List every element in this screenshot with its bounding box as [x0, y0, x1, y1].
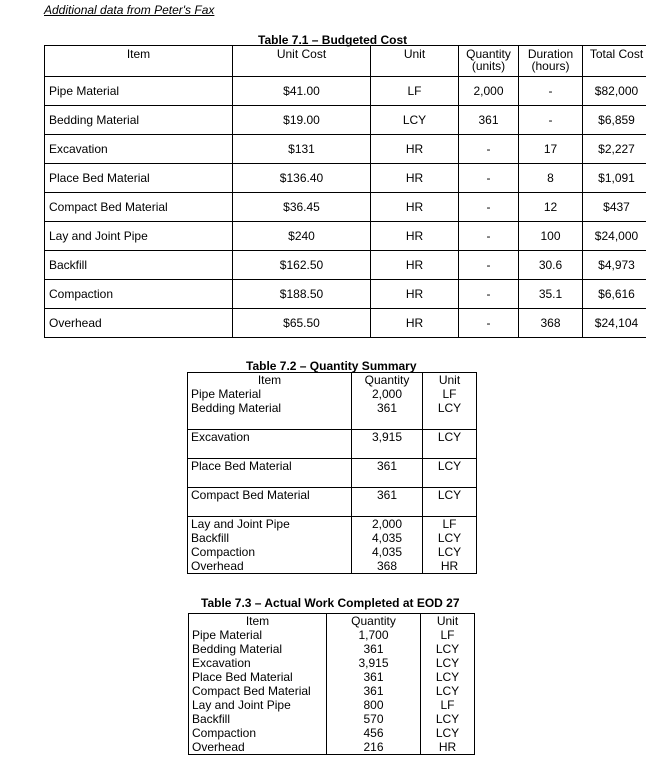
table1-row — [45, 222, 646, 251]
table1-row — [45, 135, 646, 164]
table3-cell-quantity: 216 — [327, 740, 421, 755]
table1-cell-unit: HR — [371, 222, 459, 251]
table1-cell-total-cost: $82,000 — [583, 77, 646, 106]
table1-cell-unit-cost: $19.00 — [233, 106, 371, 135]
table3-header-row — [189, 614, 475, 629]
table2-cell-quantity: 3,915 — [352, 430, 423, 459]
table2-row — [188, 459, 477, 488]
table1-cell-unit-cost: $41.00 — [233, 77, 371, 106]
table3-cell-unit: LCY — [421, 670, 475, 684]
table3-row — [189, 656, 475, 670]
table1-cell-unit: HR — [371, 164, 459, 193]
table1-cell-duration: 368 — [519, 309, 583, 338]
fax-data-link[interactable]: Additional data from Peter's Fax — [44, 3, 215, 17]
table2-cell-quantity: 4,035 — [352, 531, 423, 545]
table1-row — [45, 106, 646, 135]
table1-cell-duration: - — [519, 77, 583, 106]
table1-cell-unit: HR — [371, 309, 459, 338]
table1-title: Table 7.1 – Budgeted Cost — [258, 33, 408, 47]
table2-col-unit: Unit — [423, 373, 477, 388]
table2-cell-item: Pipe Material — [188, 387, 352, 401]
table3-cell-unit: LCY — [421, 656, 475, 670]
table1-cell-quantity: - — [459, 164, 519, 193]
table1-cell-quantity: - — [459, 193, 519, 222]
table3-row — [189, 712, 475, 726]
table3-cell-item: Bedding Material — [189, 642, 327, 656]
table1-cell-total-cost: $6,859 — [583, 106, 646, 135]
table2-row — [188, 545, 477, 559]
table1-row — [45, 164, 646, 193]
table1-col-item: Item — [45, 46, 233, 77]
table2-cell-unit: LCY — [423, 401, 477, 430]
table1-cell-item: Excavation — [45, 135, 233, 164]
table3-col-item: Item — [189, 614, 327, 629]
table3-row — [189, 642, 475, 656]
table1-cell-total-cost: $24,104 — [583, 309, 646, 338]
table2-row — [188, 517, 477, 532]
table3-cell-quantity: 361 — [327, 684, 421, 698]
table3-cell-unit: LF — [421, 698, 475, 712]
table1-cell-item: Place Bed Material — [45, 164, 233, 193]
table1-cell-quantity: - — [459, 222, 519, 251]
table3-cell-unit: LCY — [421, 684, 475, 698]
table1-cell-quantity: 2,000 — [459, 77, 519, 106]
table3-row — [189, 726, 475, 740]
table1-row — [45, 309, 646, 338]
table1-cell-item: Compact Bed Material — [45, 193, 233, 222]
table1-cell-unit-cost: $131 — [233, 135, 371, 164]
table1-header-row — [45, 46, 646, 77]
table2-cell-unit: LF — [423, 517, 477, 532]
table1-cell-quantity: - — [459, 135, 519, 164]
table2-cell-unit: LCY — [423, 459, 477, 488]
table3-cell-unit: LCY — [421, 642, 475, 656]
table2-cell-item: Lay and Joint Pipe — [188, 517, 352, 532]
table2-cell-unit: LCY — [423, 545, 477, 559]
table2-cell-unit: LCY — [423, 531, 477, 545]
table1-cell-item: Compaction — [45, 280, 233, 309]
table1-col-quantity: Quantity (units) — [459, 46, 519, 77]
table2-cell-quantity: 361 — [352, 488, 423, 517]
table1-cell-item: Bedding Material — [45, 106, 233, 135]
table3-title: Table 7.3 – Actual Work Completed at EOD 27 — [201, 596, 460, 610]
table2-row — [188, 559, 477, 574]
table1-col-duration: Duration (hours) — [519, 46, 583, 77]
table1-cell-total-cost: $24,000 — [583, 222, 646, 251]
table2-row — [188, 387, 477, 401]
table3-row — [189, 628, 475, 642]
table3-cell-quantity: 361 — [327, 642, 421, 656]
table3-row — [189, 698, 475, 712]
table2-cell-quantity: 361 — [352, 401, 423, 430]
table2-col-item: Item — [188, 373, 352, 388]
table1-cell-unit: HR — [371, 280, 459, 309]
table1-cell-duration: 12 — [519, 193, 583, 222]
actual-work-table — [188, 613, 475, 755]
table1-row — [45, 280, 646, 309]
table1-row — [45, 77, 646, 106]
table2-cell-quantity: 368 — [352, 559, 423, 574]
table3-cell-quantity: 456 — [327, 726, 421, 740]
table1-cell-item: Overhead — [45, 309, 233, 338]
table3-cell-item: Compaction — [189, 726, 327, 740]
table1-cell-unit: HR — [371, 251, 459, 280]
table3-cell-item: Compact Bed Material — [189, 684, 327, 698]
table2-header-row — [188, 373, 477, 388]
table2-cell-quantity: 2,000 — [352, 517, 423, 532]
table3-row — [189, 684, 475, 698]
table2-cell-item: Backfill — [188, 531, 352, 545]
table1-cell-unit-cost: $162.50 — [233, 251, 371, 280]
table3-cell-unit: LCY — [421, 712, 475, 726]
table2-row — [188, 488, 477, 517]
table1-row — [45, 251, 646, 280]
table1-cell-unit-cost: $240 — [233, 222, 371, 251]
table3-cell-item: Place Bed Material — [189, 670, 327, 684]
table2-cell-unit: HR — [423, 559, 477, 574]
table1-col-total-cost: Total Cost — [583, 46, 646, 77]
table2-cell-quantity: 4,035 — [352, 545, 423, 559]
table1-col-unit-cost: Unit Cost — [233, 46, 371, 77]
table3-cell-unit: LF — [421, 628, 475, 642]
table3-row — [189, 740, 475, 755]
table3-row — [189, 670, 475, 684]
table1-cell-duration: 8 — [519, 164, 583, 193]
table1-col-unit: Unit — [371, 46, 459, 77]
table1-cell-item: Lay and Joint Pipe — [45, 222, 233, 251]
table1-cell-total-cost: $437 — [583, 193, 646, 222]
table3-col-quantity: Quantity — [327, 614, 421, 629]
table1-cell-total-cost: $2,227 — [583, 135, 646, 164]
table1-cell-duration: 17 — [519, 135, 583, 164]
table1-cell-quantity: 361 — [459, 106, 519, 135]
quantity-summary-table — [187, 372, 477, 574]
table3-cell-item: Lay and Joint Pipe — [189, 698, 327, 712]
table2-cell-item: Place Bed Material — [188, 459, 352, 488]
table2-cell-quantity: 2,000 — [352, 387, 423, 401]
table1-cell-total-cost: $1,091 — [583, 164, 646, 193]
table3-cell-item: Backfill — [189, 712, 327, 726]
table1-cell-unit-cost: $188.50 — [233, 280, 371, 309]
table3-cell-quantity: 570 — [327, 712, 421, 726]
table1-cell-duration: - — [519, 106, 583, 135]
table1-cell-duration: 30.6 — [519, 251, 583, 280]
table1-cell-duration: 35.1 — [519, 280, 583, 309]
table2-cell-item: Compaction — [188, 545, 352, 559]
budgeted-cost-table — [44, 45, 646, 338]
table2-cell-quantity: 361 — [352, 459, 423, 488]
table1-cell-quantity: - — [459, 251, 519, 280]
table1-cell-quantity: - — [459, 309, 519, 338]
table3-cell-quantity: 361 — [327, 670, 421, 684]
table1-cell-unit: HR — [371, 135, 459, 164]
table1-cell-item: Pipe Material — [45, 77, 233, 106]
table1-cell-quantity: - — [459, 280, 519, 309]
table2-title: Table 7.2 – Quantity Summary — [246, 359, 417, 373]
table2-cell-item: Excavation — [188, 430, 352, 459]
table1-cell-unit-cost: $36.45 — [233, 193, 371, 222]
table2-row — [188, 401, 477, 430]
table2-cell-unit: LF — [423, 387, 477, 401]
table1-cell-unit: LCY — [371, 106, 459, 135]
table3-cell-item: Excavation — [189, 656, 327, 670]
table3-cell-item: Pipe Material — [189, 628, 327, 642]
table3-cell-quantity: 3,915 — [327, 656, 421, 670]
table2-col-quantity: Quantity — [352, 373, 423, 388]
table3-cell-item: Overhead — [189, 740, 327, 755]
table1-cell-unit: LF — [371, 77, 459, 106]
table1-cell-unit: HR — [371, 193, 459, 222]
table2-cell-item: Compact Bed Material — [188, 488, 352, 517]
table2-cell-unit: LCY — [423, 488, 477, 517]
table1-row — [45, 193, 646, 222]
table2-row — [188, 430, 477, 459]
table2-cell-item: Bedding Material — [188, 401, 352, 430]
table1-cell-unit-cost: $65.50 — [233, 309, 371, 338]
table2-cell-item: Overhead — [188, 559, 352, 574]
table3-col-unit: Unit — [421, 614, 475, 629]
table3-cell-quantity: 1,700 — [327, 628, 421, 642]
table1-cell-item: Backfill — [45, 251, 233, 280]
table3-cell-unit: HR — [421, 740, 475, 755]
table1-cell-duration: 100 — [519, 222, 583, 251]
table2-cell-unit: LCY — [423, 430, 477, 459]
table3-cell-unit: LCY — [421, 726, 475, 740]
table1-cell-unit-cost: $136.40 — [233, 164, 371, 193]
table1-cell-total-cost: $6,616 — [583, 280, 646, 309]
table3-cell-quantity: 800 — [327, 698, 421, 712]
table1-cell-total-cost: $4,973 — [583, 251, 646, 280]
table2-row — [188, 531, 477, 545]
